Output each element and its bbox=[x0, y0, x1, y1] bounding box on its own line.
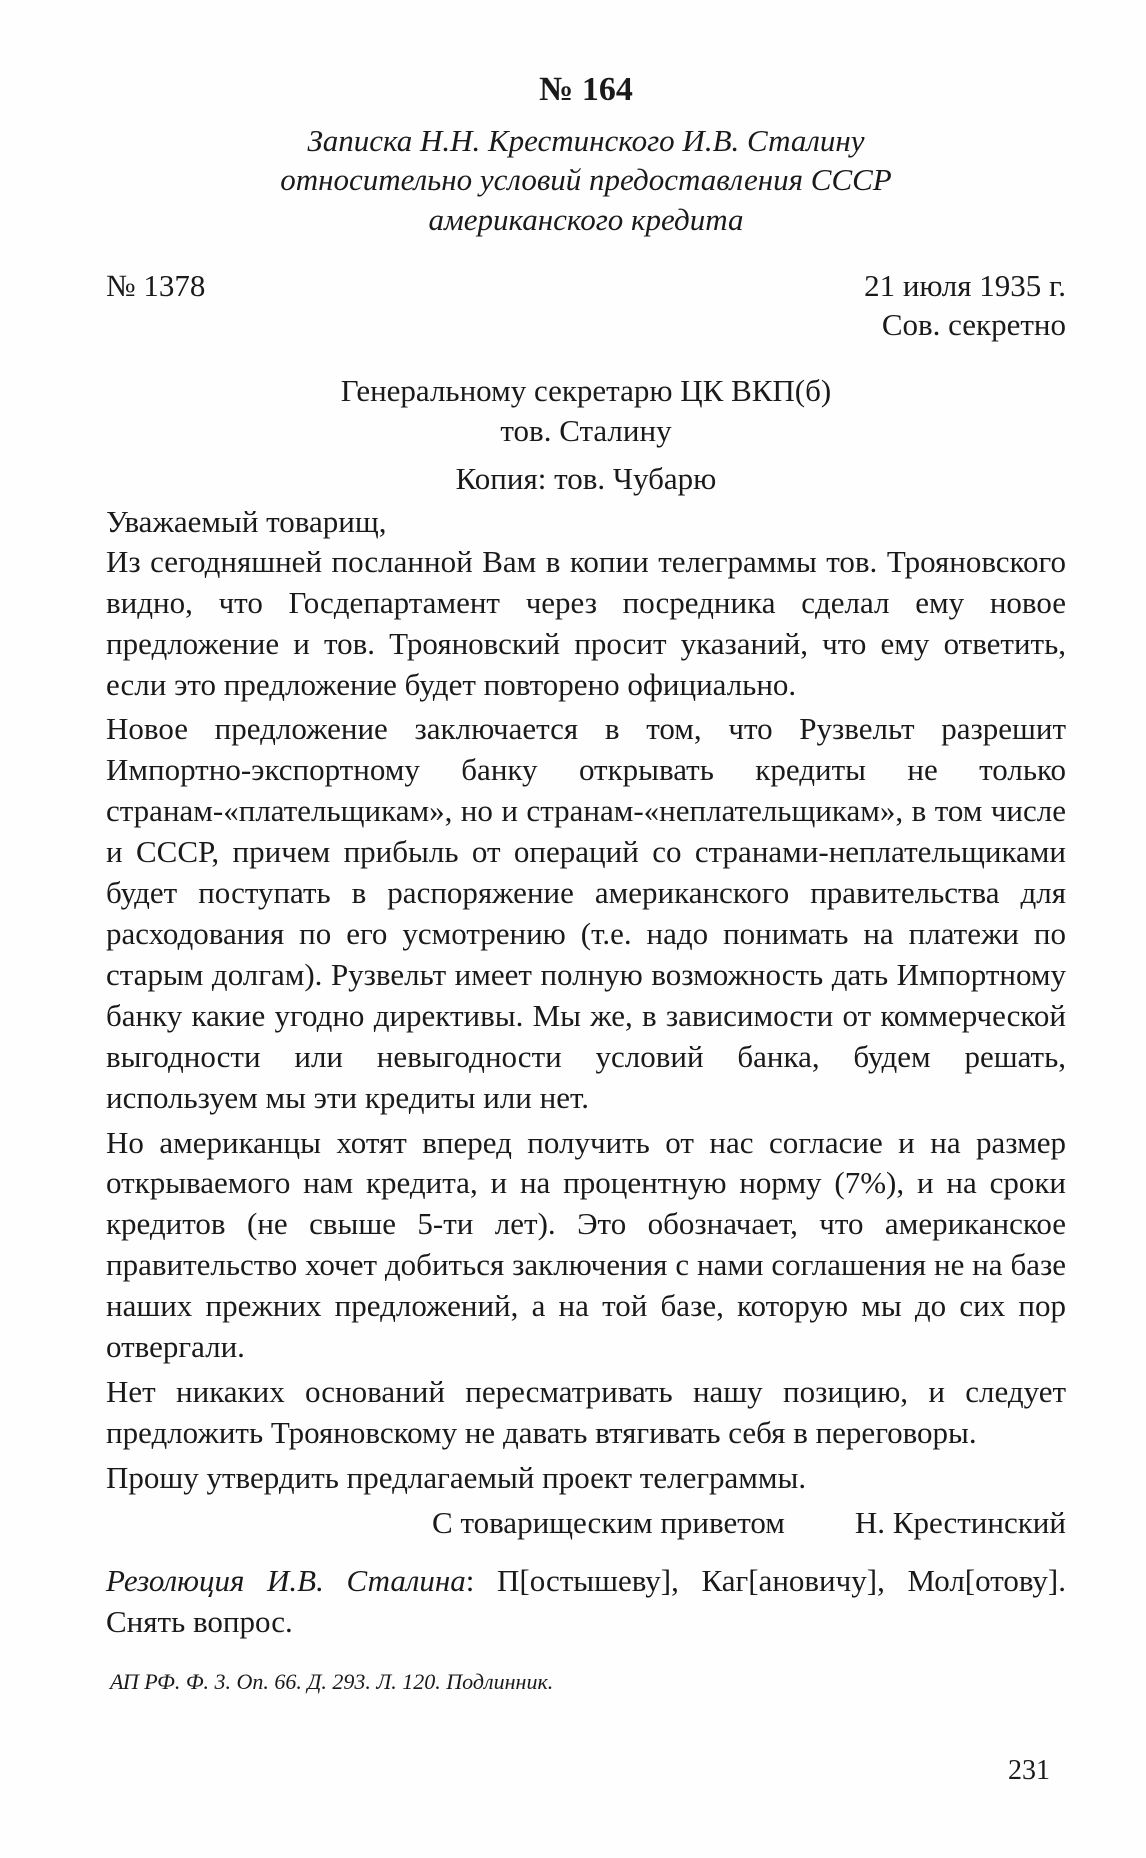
title-line: Записка Н.Н. Крестинского И.В. Сталину bbox=[307, 122, 865, 158]
title-line: относительно условий предоставления СССР bbox=[280, 162, 892, 198]
body-paragraph: Прошу утвердить предлагаемый проект телеграммы. bbox=[106, 1459, 807, 1495]
archive-source: АП РФ. Ф. 3. Оп. 66. Д. 293. Л. 120. Подлинник. bbox=[110, 1668, 554, 1694]
outgoing-number: № 1378 bbox=[106, 267, 206, 303]
resolution-label: Резолюция И.В. Сталина bbox=[106, 1562, 466, 1598]
body-paragraph: Нет никаких оснований пересматривать нашу позицию, и следует предложить Трояновскому не давать втягивать себя в переговоры. bbox=[106, 1373, 1066, 1450]
signoff bbox=[106, 1503, 1066, 1543]
addressee-line: Генеральному секретарю ЦК ВКП(б) bbox=[340, 373, 832, 409]
body-paragraph: Из сегодняшней посланной Вам в копии телеграммы тов. Трояновского видно, что Госдепартамент через посредника сделал ему новое предложение и тов. Трояновский просит указаний, что ему ответить, если это предложение будет повторено официально. bbox=[106, 543, 1066, 702]
page-number: 231 bbox=[1008, 1755, 1050, 1786]
document-meta bbox=[106, 266, 1066, 345]
text-column bbox=[106, 70, 1066, 1695]
document-number: № 164 bbox=[539, 71, 633, 108]
title-line: американского кредита bbox=[428, 202, 744, 238]
resolution bbox=[106, 1561, 1066, 1643]
body-paragraph: Новое предложение заключается в том, что Рузвельт разрешит Импортно-экспортному банку открывать кредиты не только странам-«плательщикам», но и странам-«неплательщикам», в том числе и СССР, причем прибыль от операций со странами-неплательщиками будет поступать в распоряжение американского правительства для расходования по его усмотрению (т.е. надо понимать на платежи по старым долгам). Рузвельт имеет полную возможность дать Импортному банку какие угодно директивы. Мы же, в зависимости от коммерческой выгодности или невыгодности условий банка, будем решать, используем мы эти кредиты или нет. bbox=[106, 711, 1066, 1115]
addressee-line: тов. Сталину bbox=[500, 412, 672, 448]
classification-stamp: Сов. секретно bbox=[881, 307, 1066, 343]
document-title bbox=[106, 121, 1066, 240]
date-block bbox=[864, 266, 1066, 345]
closing-phrase: С товарищеским приветом bbox=[432, 1504, 785, 1540]
addressee bbox=[106, 371, 1066, 450]
salutation: Уважаемый товарищ, bbox=[106, 504, 387, 540]
document-date: 21 июля 1935 г. bbox=[864, 267, 1066, 303]
resolution-text: : П[остышеву], Каг[ановичу], Мол[отову]. Снять вопрос. bbox=[106, 1562, 1067, 1639]
signature: Н. Крестинский bbox=[854, 1504, 1066, 1540]
body-paragraph: Но американцы хотят вперед получить от нас согласие и на размер открываемого нам кредита, и на процентную норму (7%), и на сроки кредитов (не свыше 5-ти лет). Это обозначает, что американское правительство хочет добиться заключения с нами соглашения не на базе наших прежних предложений, а на той базе, которую мы до сих пор отвергали. bbox=[106, 1124, 1066, 1365]
copy-to: Копия: тов. Чубарю bbox=[455, 460, 717, 496]
